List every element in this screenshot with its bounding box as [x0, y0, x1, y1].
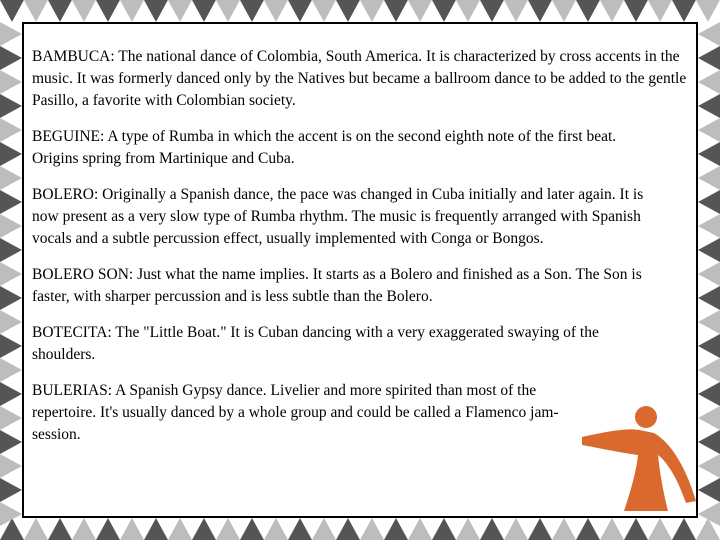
entry-definition: : A type of Rumba in which the accent is on the second eighth note of the first beat. Origins spring from Martinique and Cuba. [32, 128, 617, 167]
entry-term: BOTECITA [32, 324, 108, 341]
glossary-list [32, 46, 692, 460]
glossary-entry-bambuca [32, 46, 687, 112]
entry-term: BOLERO [32, 186, 94, 203]
glossary-entry-beguine [32, 126, 652, 170]
entry-term: BAMBUCA [32, 48, 111, 65]
entry-definition: : Just what the name implies. It starts as a Bolero and finished as a Son. The Son is faster, with sharper percussion and is less subtle than the Bolero. [32, 266, 642, 305]
entry-definition: : The national dance of Colombia, South America. It is characterized by cross accents in the music. It was formerly danced only by the Natives but became a ballroom dance to be added to the gentle Pasillo, a favorite with Colombian society. [32, 48, 687, 109]
glossary-entry-bolero-son [32, 264, 672, 308]
entry-term: BEGUINE [32, 128, 101, 145]
entry-term: BOLERO SON [32, 266, 129, 283]
entry-definition: : The "Little Boat." It is Cuban dancing with a very exaggerated swaying of the shoulders. [32, 324, 599, 363]
glossary-entry-bolero [32, 184, 672, 250]
glossary-entry-botecita [32, 322, 657, 366]
dancer-icon [580, 405, 700, 515]
glossary-entry-bulerias [32, 380, 580, 446]
entry-definition: : Originally a Spanish dance, the pace was changed in Cuba initially and later again. It is now present as a very slow type of Rumba rhythm. The music is frequently arranged with Spanish vocals and a subtle percussion effect, usually implemented with Conga or Bongos. [32, 186, 644, 247]
entry-definition: : A Spanish Gypsy dance. Livelier and more spirited than most of the repertoire. It's usually danced by a whole group and could be called a Flamenco jam-session. [32, 382, 559, 443]
entry-term: BULERIAS [32, 382, 108, 399]
